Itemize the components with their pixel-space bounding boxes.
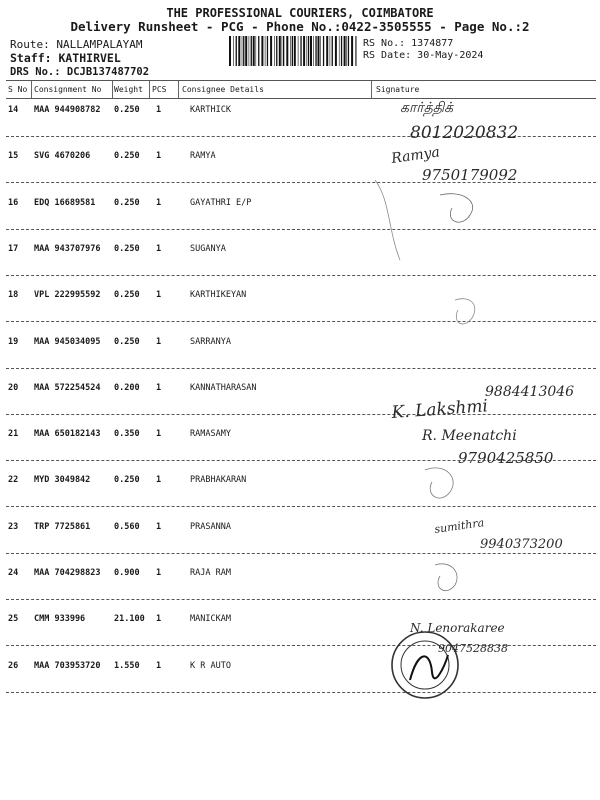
row-weight: 0.250 [114,198,140,208]
row-separator [6,645,596,646]
row-consignment-no: TRP 7725861 [34,522,91,532]
row-consignee: KARTHIKEYAN [190,290,247,300]
row-consignment-no: MAA 572254524 [34,383,101,393]
header-bottom-rule [6,98,596,99]
row-sno: 20 [8,383,19,393]
row-pcs: 1 [156,568,162,578]
row-separator [6,275,596,276]
row-consignee: MANICKAM [190,614,231,624]
row-weight: 1.550 [114,661,140,671]
row-pcs: 1 [156,151,162,161]
row-weight: 0.250 [114,475,140,485]
company-title: THE PROFESSIONAL COURIERS, COIMBATORE [166,6,434,20]
row-consignee: RAJA RAM [190,568,231,578]
row-consignee: SARRANYA [190,337,231,347]
row-sno: 26 [8,661,19,671]
row-separator [6,368,596,369]
handwritten-phone: 9750179092 [422,166,518,184]
row-sno: 14 [8,105,19,115]
row-consignee: PRASANNA [190,522,231,532]
row-consignment-no: MAA 944908782 [34,105,101,115]
row-consignee: KANNATHARASAN [190,383,257,393]
row-consignment-no: CMM 933996 [34,614,86,624]
row-weight: 0.250 [114,105,140,115]
drs-number: DRS No.: DCJB137487702 [10,66,150,78]
row-pcs: 1 [156,198,162,208]
row-separator [6,229,596,230]
row-sno: 19 [8,337,19,347]
rs-date: RS Date: 30-May-2024 [363,50,484,61]
row-pcs: 1 [156,429,162,439]
row-weight: 0.250 [114,337,140,347]
row-weight: 0.200 [114,383,140,393]
row-consignee: RAMYA [190,151,216,161]
row-weight: 0.250 [114,290,140,300]
col-header-sno: S No [8,85,28,94]
handwritten-name: R. Meenatchi [422,428,517,444]
row-separator [6,182,596,183]
rubber-stamp [392,632,458,698]
row-separator [6,136,596,137]
row-consignee: PRABHAKARAN [190,475,247,485]
row-weight: 0.250 [114,151,140,161]
runsheet-subtitle: Delivery Runsheet - PCG - Phone No.:0422-3505555 - Page No.:2 [70,19,530,34]
row-separator [6,692,596,693]
row-consignment-no: MAA 704298823 [34,568,101,578]
row-separator [6,506,596,507]
handwritten-phone: 9790425850 [458,449,554,467]
row-separator [6,321,596,322]
row-consignee: K R AUTO [190,661,231,671]
row-sno: 23 [8,522,19,532]
col-header-signature: Signature [376,85,420,94]
row-sno: 15 [8,151,19,161]
row-separator [6,599,596,600]
row-pcs: 1 [156,475,162,485]
row-pcs: 1 [156,244,162,254]
row-weight: 0.900 [114,568,140,578]
col-divider [112,81,113,98]
row-pcs: 1 [156,522,162,532]
header-top-rule [6,80,596,81]
row-pcs: 1 [156,105,162,115]
row-sno: 16 [8,198,19,208]
handwritten-name: கார்த்திக் [400,100,454,116]
row-sno: 25 [8,614,19,624]
row-consignment-no: VPL 222995592 [34,290,101,300]
handwritten-phone: 9884413046 [485,384,575,400]
row-weight: 21.100 [114,614,145,624]
row-consignee: SUGANYA [190,244,226,254]
handwritten-name: Ramya [390,144,441,167]
row-separator [6,414,596,415]
row-sno: 24 [8,568,19,578]
row-consignee: GAYATHRI E/P [190,198,252,208]
row-consignee: KARTHICK [190,105,231,115]
row-separator [6,553,596,554]
row-consignment-no: MAA 650182143 [34,429,101,439]
row-weight: 0.350 [114,429,140,439]
row-sno: 17 [8,244,19,254]
row-consignment-no: SVG 4670206 [34,151,91,161]
handwritten-name: K. Lakshmi [390,396,489,423]
handwritten-phone: 9047528838 [438,642,508,655]
row-pcs: 1 [156,614,162,624]
row-pcs: 1 [156,383,162,393]
col-header-consignee: Consignee Details [182,85,264,94]
barcode [229,36,357,66]
col-divider [371,81,372,98]
row-consignment-no: MAA 703953720 [34,661,101,671]
row-consignment-no: MAA 945034095 [34,337,101,347]
route-label: Route: NALLAMPALAYAM [10,38,143,51]
row-consignment-no: MAA 943707976 [34,244,101,254]
row-sno: 18 [8,290,19,300]
col-header-pcs: PCS [152,85,167,94]
handwritten-phone: 8012020832 [410,123,519,143]
col-divider [149,81,150,98]
col-divider [178,81,179,98]
row-separator [6,460,596,461]
col-header-weight: Weight [114,85,143,94]
row-consignment-no: MYD 3049842 [34,475,91,485]
row-consignment-no: EDQ 16689581 [34,198,96,208]
staff-label: Staff: KATHIRVEL [10,51,121,65]
handwritten-name: sumithra [433,516,485,536]
row-sno: 22 [8,475,19,485]
rs-number: RS No.: 1374877 [363,38,454,49]
col-divider [31,81,32,98]
row-pcs: 1 [156,337,162,347]
row-consignee: RAMASAMY [190,429,231,439]
row-pcs: 1 [156,290,162,300]
row-sno: 21 [8,429,19,439]
col-header-consignment: Consignment No [34,85,102,94]
row-pcs: 1 [156,661,162,671]
row-weight: 0.560 [114,522,140,532]
handwritten-name: N. Lenorakaree [410,621,505,635]
row-weight: 0.250 [114,244,140,254]
handwritten-phone: 9940373200 [480,537,563,552]
